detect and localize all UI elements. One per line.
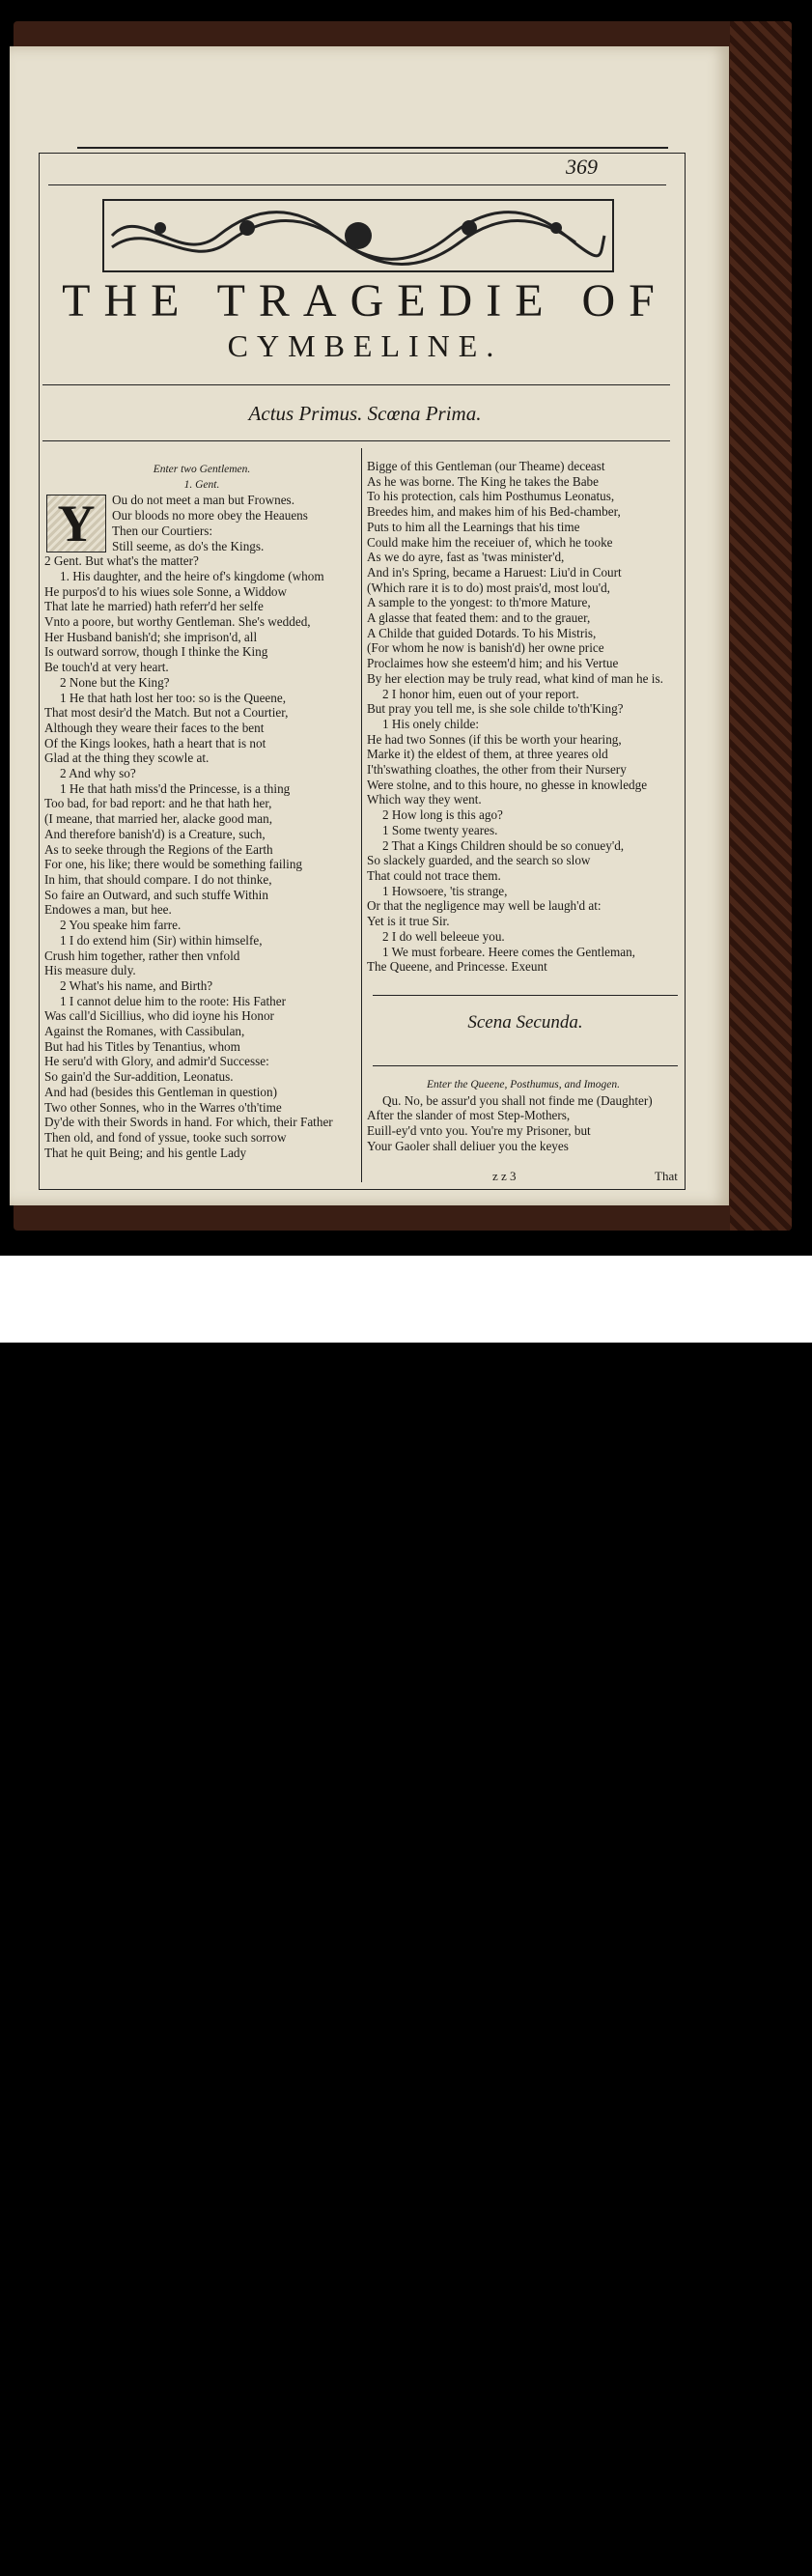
text-line: Which way they went.	[367, 792, 482, 807]
left-column	[44, 463, 359, 1160]
text-line: A sample to the yongest: to th'more Mature,	[367, 595, 591, 610]
title-line-1: THE TRAGEDIE OF	[62, 275, 668, 326]
text-line: Glad at the thing they scowle at.	[44, 750, 210, 766]
text-line: Dy'de with their Swords in hand. For which, their Father	[44, 1115, 333, 1130]
text-line: A Childe that guided Dotards. To his Mistris,	[367, 625, 597, 640]
text-line: Crush him together, rather then vnfold	[44, 948, 240, 963]
text-line: 2 None but the King?	[60, 674, 170, 690]
text-line: And in's Spring, became a Haruest: Liu'd in Court	[367, 564, 622, 580]
text-line: Be touch'd at very heart.	[44, 660, 169, 675]
text-line: 1 His onely childe:	[382, 716, 479, 731]
text-line: Two other Sonnes, who in the Warres o'th'time	[44, 1099, 282, 1115]
column-divider	[361, 448, 362, 1182]
catchword: That	[655, 1169, 678, 1183]
text-line: 1 I cannot delue him to the roote: His Father	[60, 993, 287, 1008]
text-line: Then old, and fond of yssue, tooke such sorrow	[44, 1129, 287, 1145]
text-line: 1 He that hath miss'd the Princesse, is a thing	[60, 780, 291, 796]
text-line: Is outward sorrow, though I thinke the King	[44, 644, 268, 660]
text-line: Euill-ey'd vnto you. You're my Prisoner, but	[367, 1123, 591, 1139]
text-line: Bigge of this Gentleman (our Theame) deceast	[367, 459, 605, 473]
text-line: 1. His daughter, and the heire of's kingdome (whom	[60, 568, 324, 583]
text-line: That could not trace them.	[367, 867, 501, 883]
watermark-bar	[0, 1256, 812, 2576]
text-line: Our bloods no more obey the Heauens	[112, 508, 308, 524]
text-line: (Which rare it is to do) most prais'd, most lou'd,	[367, 580, 610, 595]
folio-page	[10, 46, 729, 1205]
text-line: 2 I do well beleeue you.	[382, 928, 505, 944]
text-line: And had (besides this Gentleman in question)	[44, 1084, 277, 1099]
text-line: 1. Gent.	[183, 478, 220, 491]
text-line: Or that the negligence may well be laugh'd at:	[367, 898, 602, 914]
text-line: Proclaimes how she esteem'd him; and his Vertue	[367, 656, 619, 671]
text-line: So slackely guarded, and the search so slow	[367, 853, 591, 868]
text-line: 1 Some twenty yeares.	[382, 822, 498, 837]
text-line: In him, that should compare. I do not thinke,	[44, 871, 272, 887]
text-line: He seru'd with Glory, and admir'd Successe:	[44, 1054, 269, 1069]
text-line: Marke it) the eldest of them, at three yeares old	[367, 747, 608, 762]
text-line: Enter the Queene, Posthumus, and Imogen.	[427, 1079, 620, 1090]
text-line: I'th'swathing cloathes, the other from their Nursery	[367, 762, 627, 778]
text-line: (For whom he now is banish'd) her owne price	[367, 640, 604, 656]
dropcap-initial: Y	[46, 495, 106, 552]
text-line: 2 And why so?	[60, 766, 136, 781]
text-line: Against the Romanes, with Cassibulan,	[44, 1024, 245, 1039]
text-line: 1 I do extend him (Sir) within himselfe,	[60, 932, 263, 948]
text-line: 2 Gent. But what's the matter?	[44, 553, 199, 569]
text-line: Breedes him, and makes him of his Bed-chamber,	[367, 504, 621, 520]
text-line: Qu. No, be assur'd you shall not finde me (Daughter)	[382, 1092, 653, 1108]
text-line: So faire an Outward, and such stuffe Within	[44, 887, 268, 902]
text-line: (I meane, that married her, alacke good man,	[44, 811, 273, 827]
act-heading: Actus Primus. Scœna Prima.	[248, 402, 482, 425]
text-line: Although they weare their faces to the bent	[44, 720, 265, 735]
signature-mark: z z 3	[492, 1169, 517, 1183]
text-line: Was call'd Sicillius, who did ioyne his Honor	[44, 1008, 274, 1024]
text-line: As he was borne. The King he takes the Babe	[367, 473, 599, 489]
text-line: Too bad, for bad report: and he that hath her,	[44, 796, 272, 811]
text-line: Still seeme, as do's the Kings.	[112, 538, 265, 553]
text-line: That late he married) hath referr'd her selfe	[44, 599, 264, 614]
text-line: Were stolne, and to this houre, no ghesse in knowledge	[367, 777, 648, 792]
right-column	[367, 459, 680, 975]
text-line: 2 I honor him, euen out of your report.	[382, 686, 579, 701]
act-rule	[42, 440, 670, 441]
image-id: F6AGA9	[653, 2531, 729, 2552]
text-line: Yet is it true Sir.	[367, 914, 450, 929]
watermark-url: www.alamy.com	[649, 2560, 761, 2576]
header-rule	[77, 147, 668, 149]
page-number: 369	[566, 155, 598, 179]
text-line: But pray you tell me, is she sole childe to'th'King?	[367, 701, 624, 717]
text-line: He had two Sonnes (if this be worth your hearing,	[367, 731, 622, 747]
ornament-headpiece	[102, 199, 614, 272]
text-line: The Queene, and Princesse. Exeunt	[367, 959, 547, 975]
text-line: 2 That a Kings Children should be so conuey'd,	[382, 837, 625, 853]
text-line: He purpos'd to his wiues sole Sonne, a Widdow	[44, 583, 288, 599]
text-line: 2 What's his name, and Birth?	[60, 977, 213, 993]
text-line: Of the Kings lookes, hath a heart that is not	[44, 735, 266, 750]
scene-heading: Scena Secunda.	[467, 1012, 583, 1033]
text-line: 1 He that hath lost her too: so is the Queene,	[60, 690, 287, 705]
text-line: Then our Courtiers:	[112, 523, 213, 538]
text-line: Ou do not meet a man but Frownes.	[112, 493, 294, 508]
title-rule	[42, 384, 670, 385]
text-line: That he quit Being; and his gentle Lady	[44, 1145, 247, 1160]
title-line-2: CYMBELINE.	[227, 328, 503, 363]
brand-logo: alamy	[48, 2531, 154, 2573]
text-line: Endowes a man, but hee.	[44, 902, 172, 918]
text-line: And therefore banish'd) is a Creature, such,	[44, 826, 266, 841]
text-line: So gain'd the Sur-addition, Leonatus.	[44, 1069, 234, 1085]
text-line: Could make him the receiuer of, which he tooke	[367, 534, 613, 550]
text-line: Puts to him all the Learnings that his time	[367, 519, 580, 534]
text-line: As we do ayre, fast as 'twas minister'd,	[367, 550, 565, 565]
text-line: That most desir'd the Match. But not a Courtier,	[44, 705, 289, 721]
text-line: By her election may be truly read, what kind of man he is.	[367, 670, 663, 686]
text-line: For one, his like; there would be something failing	[44, 857, 303, 872]
right-column-scene-2	[367, 1078, 680, 1154]
text-line: A glasse that feated them: and to the grauer,	[367, 610, 591, 626]
text-line: After the slander of most Step-Mothers,	[367, 1108, 571, 1123]
text-line: 2 You speake him farre.	[60, 918, 182, 933]
text-line: Vnto a poore, but worthy Gentleman. She's wedded,	[44, 614, 311, 630]
text-line: As to seeke through the Regions of the Earth	[44, 841, 273, 857]
text-line: But had his Titles by Tenantius, whom	[44, 1038, 240, 1054]
text-line: His measure duly.	[44, 963, 136, 978]
text-line: 1 Howsoere, 'tis strange,	[382, 883, 508, 898]
text-line: Your Gaoler shall deliuer you the keyes	[367, 1138, 569, 1153]
text-line: 2 How long is this ago?	[382, 807, 503, 823]
text-line: 1 We must forbeare. Heere comes the Gentleman,	[382, 944, 635, 959]
text-line: To his protection, cals him Posthumus Leonatus,	[367, 489, 615, 504]
text-line: Enter two Gentlemen.	[153, 464, 251, 475]
text-line: Her Husband banish'd; she imprison'd, all	[44, 629, 258, 644]
